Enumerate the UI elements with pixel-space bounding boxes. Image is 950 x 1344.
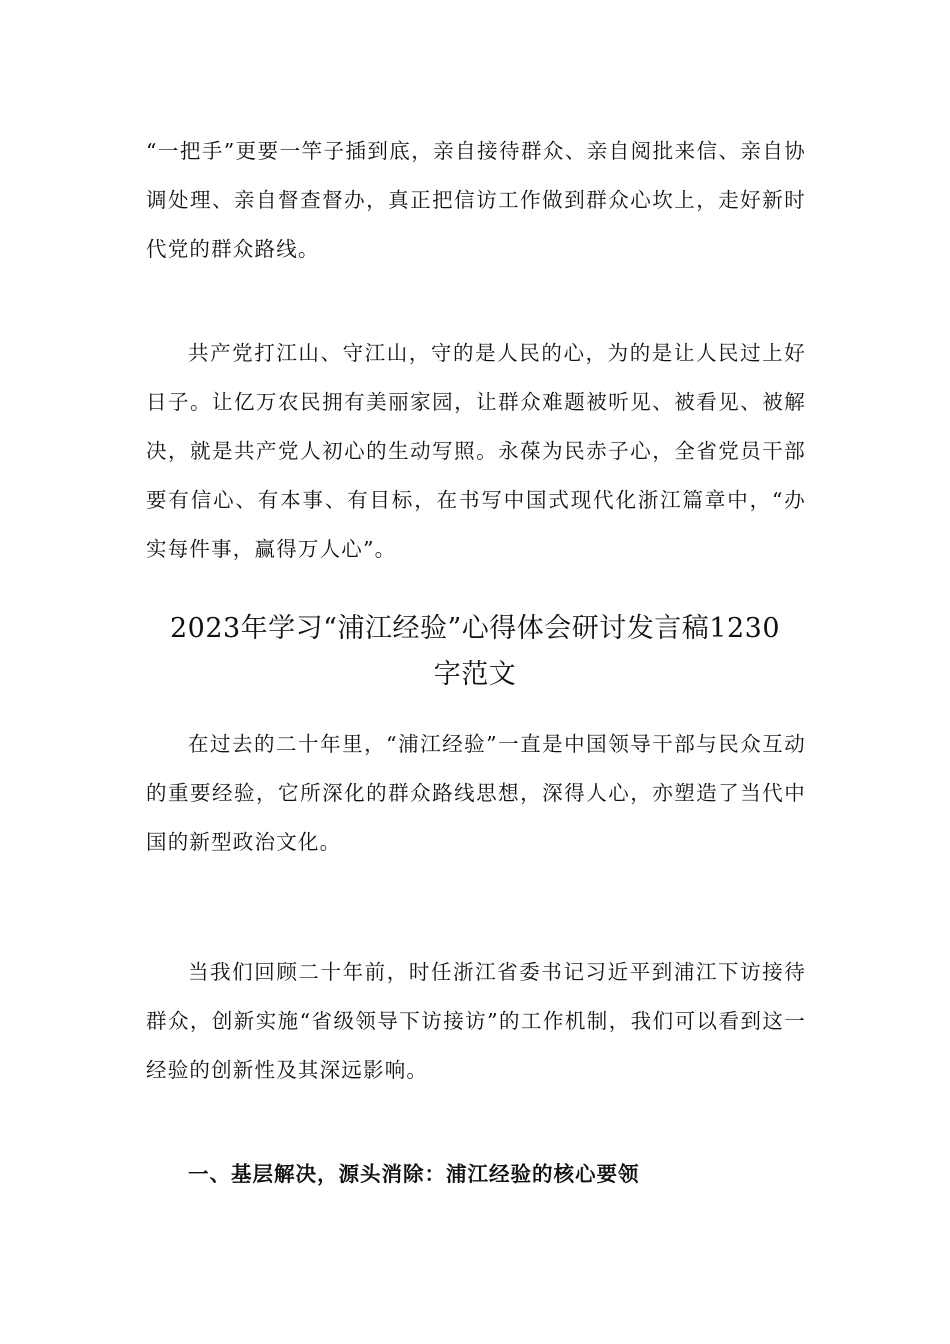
paragraph-continuation: “一把手”更要一竿子插到底，亲自接待群众、亲自阅批来信、亲自协调处理、亲自督查督办，真正把信访工作做到群众心坎上，走好新时代党的群众路线。: [146, 139, 806, 261]
title-line-2: 字范文: [433, 659, 517, 690]
title-line-1: 2023年学习“浦江经验”心得体会研讨发言稿1230: [169, 613, 781, 644]
document-title: [120, 606, 830, 698]
paragraph-history: 当我们回顾二十年前，时任浙江省委书记习近平到浦江下访接待群众，创新实施“省级领导下访接访”的工作机制，我们可以看到这一经验的创新性及其深远影响。: [146, 960, 806, 1082]
paragraph-party-mission: 共产党打江山、守江山，守的是人民的心，为的是让人民过上好日子。让亿万农民拥有美丽家园，让群众难题被听见、被看见、被解决，就是共产党人初心的生动写照。永葆为民赤子心，全省党员干部要有信心、有本事、有目标，在书写中国式现代化浙江篇章中，“办实每件事，赢得万人心”。: [146, 341, 806, 561]
paragraph-intro: 在过去的二十年里，“浦江经验”一直是中国领导干部与民众互动的重要经验，它所深化的群众路线思想，深得人心，亦塑造了当代中国的新型政治文化。: [146, 732, 806, 854]
section-heading: 一、基层解决，源头消除：浦江经验的核心要领: [188, 1162, 640, 1186]
